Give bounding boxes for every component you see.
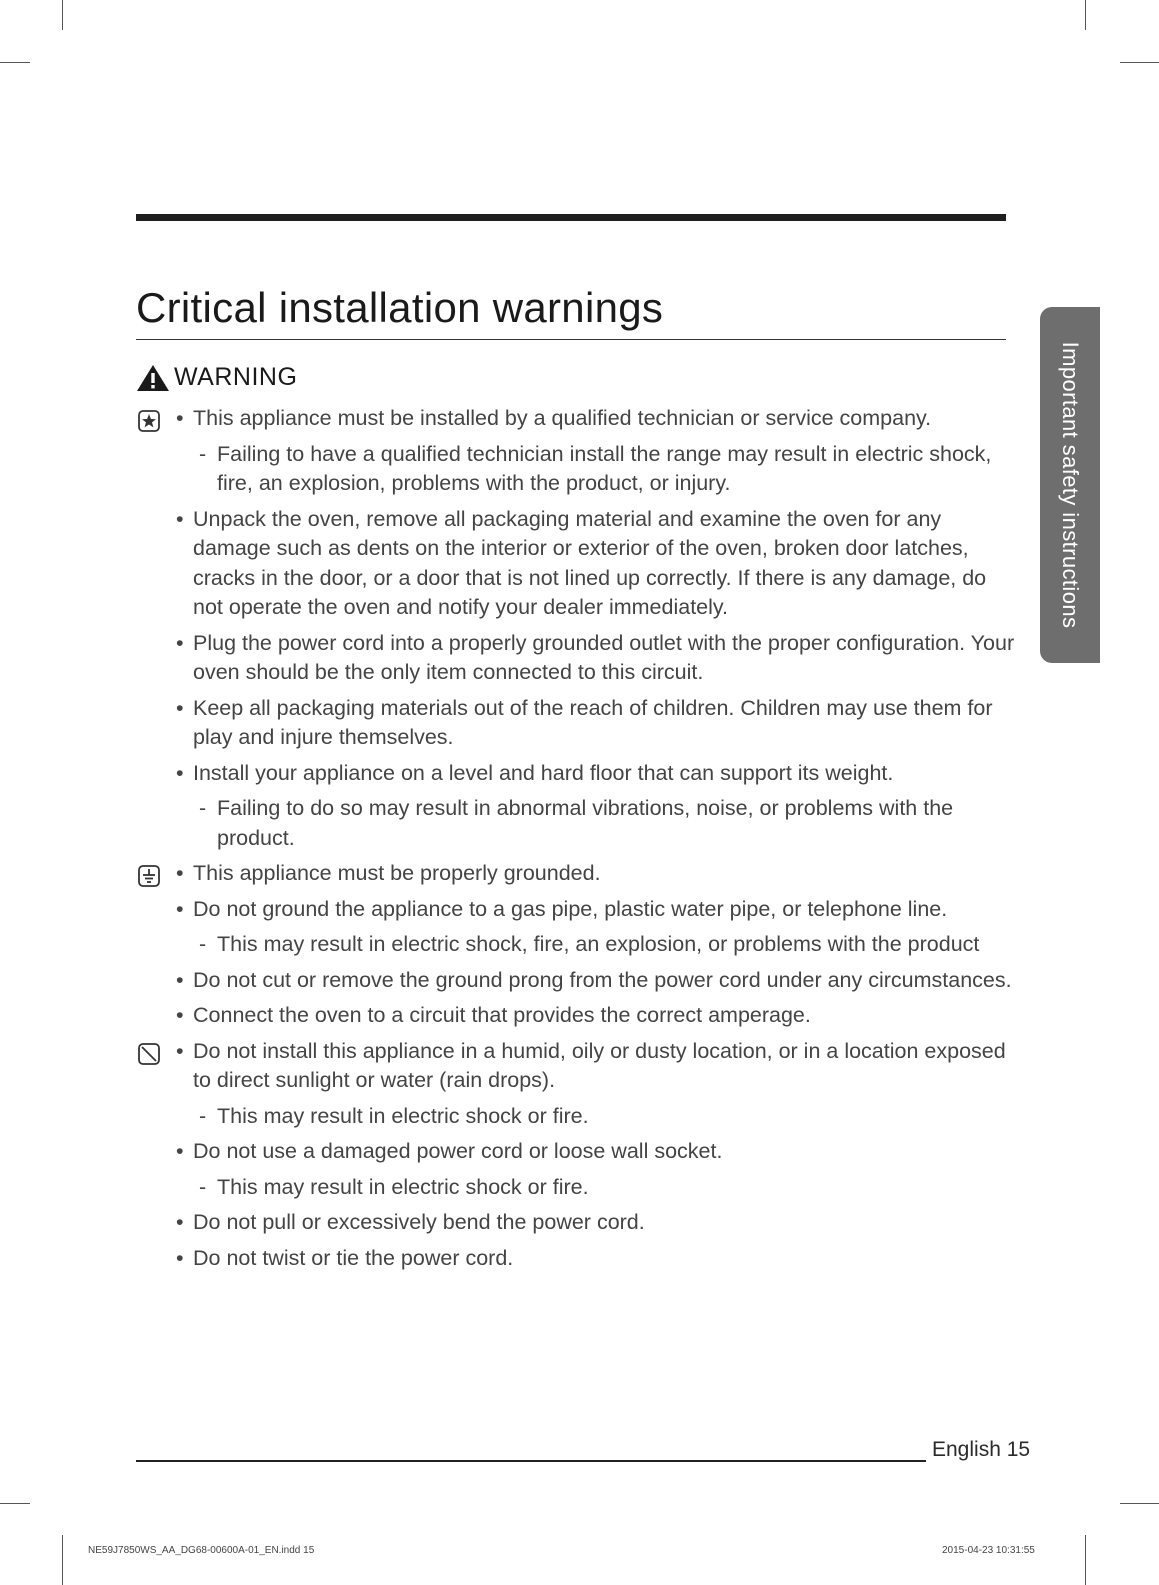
warning-group-grounding xyxy=(138,859,1018,1031)
crop-mark xyxy=(1085,0,1086,30)
warning-heading xyxy=(136,363,297,392)
list-item: • Do not pull or excessively bend the power cord. xyxy=(138,1208,1018,1238)
page-title: Critical installation warnings xyxy=(136,284,664,331)
list-sub-item: - This may result in electric shock or fire. xyxy=(138,1102,1018,1132)
list-item: • Install your appliance on a level and hard floor that can support its weight. xyxy=(138,759,1018,789)
footer-rule xyxy=(136,1460,926,1462)
list-item: • Do not cut or remove the ground prong from the power cord under any circumstances. xyxy=(138,966,1018,996)
crop-mark xyxy=(62,0,63,30)
crop-mark xyxy=(0,62,30,63)
print-date-slug: 2015-04-23 10:31:55 xyxy=(942,1545,1035,1556)
list-item: • Do not ground the appliance to a gas pipe, plastic water pipe, or telephone line. xyxy=(138,895,1018,925)
list-sub-item: - This may result in electric shock, fire, an explosion, or problems with the product xyxy=(138,930,1018,960)
list-item: • This appliance must be installed by a qualified technician or service company. xyxy=(138,404,1018,434)
warning-triangle-icon xyxy=(136,364,170,392)
warning-list xyxy=(138,404,1018,1279)
page-number: English 15 xyxy=(932,1438,1031,1461)
list-item: • Connect the oven to a circuit that provides the correct amperage. xyxy=(138,1001,1018,1031)
section-side-tab-label: Important safety instructions xyxy=(1058,341,1083,629)
list-sub-item: - Failing to do so may result in abnormal vibrations, noise, or problems with the product. xyxy=(138,794,1018,853)
list-item: • Do not twist or tie the power cord. xyxy=(138,1244,1018,1274)
crop-mark xyxy=(1120,62,1159,63)
section-side-tab xyxy=(1040,307,1100,663)
list-sub-item: - This may result in electric shock or fire. xyxy=(138,1173,1018,1203)
list-item: • Keep all packaging materials out of the reach of children. Children may use them for play and injure themselves. xyxy=(138,694,1018,753)
crop-mark xyxy=(62,1535,63,1585)
warning-label: WARNING xyxy=(174,363,298,391)
warning-group-installation xyxy=(138,404,1018,853)
title-underline xyxy=(136,339,1006,340)
print-file-slug: NE59J7850WS_AA_DG68-00600A-01_EN.indd 15 xyxy=(88,1545,315,1556)
list-item: • Unpack the oven, remove all packaging material and examine the oven for any damage such as dents on the interior or exterior of the oven, broken door latches, cracks in the door, or a door that is not lined up correctly. If there is any damage, do not operate the oven and notify your dealer immediately. xyxy=(138,505,1018,623)
list-item: • Do not install this appliance in a humid, oily or dusty location, or in a location exposed to direct sunlight or water (rain drops). xyxy=(138,1037,1018,1096)
warning-group-location xyxy=(138,1037,1018,1274)
list-sub-item: - Failing to have a qualified technician install the range may result in electric shock, fire, an explosion, problems with the product, or injury. xyxy=(138,440,1018,499)
header-rule xyxy=(136,214,1006,221)
list-item: • This appliance must be properly grounded. xyxy=(138,859,1018,889)
crop-mark xyxy=(0,1503,30,1504)
crop-mark xyxy=(1085,1535,1086,1585)
list-item: • Do not use a damaged power cord or loose wall socket. xyxy=(138,1137,1018,1167)
list-item: • Plug the power cord into a properly grounded outlet with the proper configuration. Your oven should be the only item connected to this circuit. xyxy=(138,629,1018,688)
crop-mark xyxy=(1120,1503,1159,1504)
